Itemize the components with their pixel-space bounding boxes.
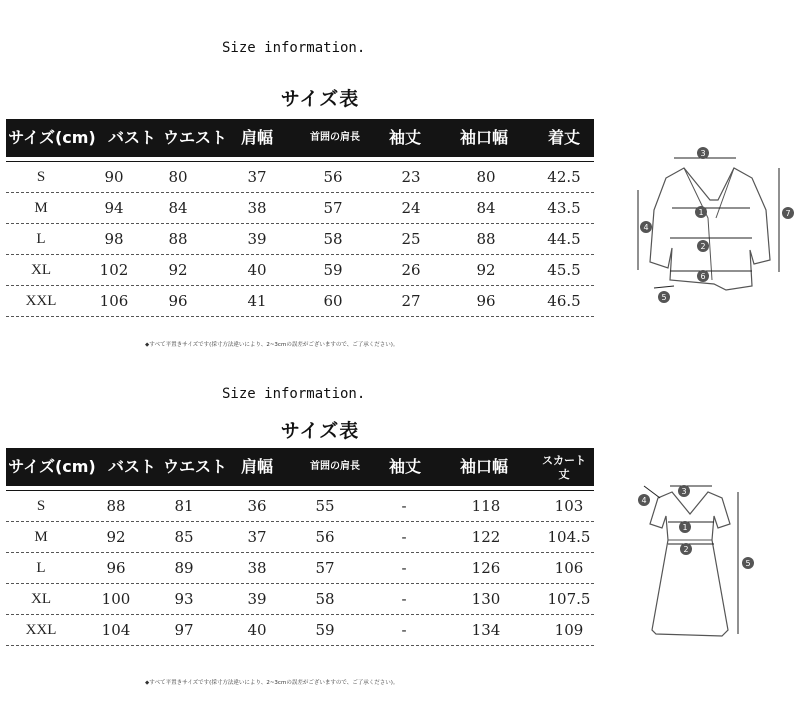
cell-neck-shoulder: 57 [315, 559, 335, 577]
cell-waist: 81 [174, 497, 194, 515]
cell-size: L [36, 560, 46, 576]
table-row [6, 255, 594, 286]
label-1: 1 [698, 208, 704, 217]
label-5: 5 [661, 293, 667, 302]
header-sleeve-length: 袖丈 [388, 128, 421, 147]
cell-size: S [36, 498, 46, 514]
size-information-heading: Size information. [222, 40, 366, 56]
cell-waist: 80 [168, 168, 188, 186]
label-5: 5 [745, 559, 751, 568]
cell-shoulder: 38 [247, 199, 267, 217]
label-3: 3 [700, 149, 706, 158]
cell-sleeve: 23 [401, 168, 421, 186]
cell-waist: 84 [168, 199, 188, 217]
cell-cuff: 88 [476, 230, 496, 248]
cell-skirt: 107.5 [547, 590, 591, 608]
header-skirt-length [534, 448, 594, 486]
cell-cuff: 122 [471, 528, 501, 546]
jacket-outline [650, 168, 770, 290]
cell-sleeve: - [401, 590, 407, 608]
cell-bust: 100 [101, 590, 131, 608]
size-table [6, 448, 594, 646]
cell-shoulder: 37 [247, 168, 267, 186]
cell-neck-shoulder: 58 [315, 590, 335, 608]
cell-sleeve: 27 [401, 292, 421, 310]
cell-sleeve: 25 [401, 230, 421, 248]
dress-outline [650, 492, 730, 636]
cell-skirt: 104.5 [547, 528, 591, 546]
cell-size: XXL [25, 622, 57, 638]
cell-shoulder: 39 [247, 230, 267, 248]
label-2: 2 [683, 545, 689, 554]
cell-sleeve: - [401, 621, 407, 639]
cell-shoulder: 40 [247, 261, 267, 279]
table-row [6, 491, 594, 522]
table-row [6, 522, 594, 553]
cell-waist: 92 [168, 261, 188, 279]
header-length: 着丈 [547, 128, 580, 147]
cell-sleeve: - [401, 528, 407, 546]
label-4: 4 [641, 496, 647, 505]
label-2: 2 [700, 242, 706, 251]
cell-waist: 89 [174, 559, 194, 577]
cell-shoulder: 37 [247, 528, 267, 546]
jacket-lapel-right [716, 168, 734, 218]
cell-size: XXL [25, 293, 57, 309]
header-shoulder: 肩幅 [240, 457, 273, 476]
cell-sleeve: 24 [401, 199, 421, 217]
cell-size: S [36, 169, 46, 185]
cell-neck-shoulder: 57 [323, 199, 343, 217]
header-sleeve-length: 袖丈 [388, 457, 421, 476]
cell-skirt: 109 [554, 621, 584, 639]
cell-sleeve: - [401, 559, 407, 577]
cell-neck-shoulder: 60 [323, 292, 343, 310]
cell-waist: 93 [174, 590, 194, 608]
table-header [6, 448, 594, 486]
measure-line-5 [654, 286, 674, 288]
label-1: 1 [682, 523, 688, 532]
cell-shoulder: 38 [247, 559, 267, 577]
cell-bust: 104 [101, 621, 131, 639]
cell-cuff: 80 [476, 168, 496, 186]
cell-bust: 94 [104, 199, 124, 217]
cell-cuff: 118 [471, 497, 501, 515]
table-row [6, 553, 594, 584]
cell-size: M [34, 529, 48, 545]
cell-shoulder: 41 [247, 292, 267, 310]
header-cuff-width: 袖口幅 [459, 128, 508, 147]
cell-neck-shoulder: 56 [323, 168, 343, 186]
size-table-title: サイズ表 [280, 88, 360, 110]
cell-waist: 85 [174, 528, 194, 546]
cell-bust: 92 [106, 528, 126, 546]
cell-waist: 97 [174, 621, 194, 639]
cell-shoulder: 36 [247, 497, 267, 515]
cell-neck-shoulder: 58 [323, 230, 343, 248]
cell-shoulder: 39 [247, 590, 267, 608]
cell-cuff: 96 [476, 292, 496, 310]
size-table-title: サイズ表 [280, 420, 360, 442]
header-neck-shoulder: 首囲の肩長 [310, 132, 360, 143]
cell-length: 46.5 [547, 292, 581, 310]
header-shoulder: 肩幅 [240, 128, 273, 147]
header-neck-shoulder: 首囲の肩長 [310, 461, 360, 472]
cell-length: 45.5 [547, 261, 581, 279]
cell-sleeve: - [401, 497, 407, 515]
jacket-measurement-diagram [626, 140, 811, 310]
cell-neck-shoulder: 56 [315, 528, 335, 546]
cell-waist: 88 [168, 230, 188, 248]
cell-shoulder: 40 [247, 621, 267, 639]
header-size: サイズ(cm) [8, 128, 96, 147]
label-7: 7 [785, 209, 791, 218]
label-4: 4 [643, 223, 649, 232]
cell-length: 43.5 [547, 199, 581, 217]
cell-skirt: 103 [554, 497, 584, 515]
table-header [6, 119, 594, 157]
header-bust: バスト [107, 457, 156, 476]
header-waist: ウエスト [162, 128, 227, 147]
cell-length: 44.5 [547, 230, 581, 248]
header-waist: ウエスト [162, 457, 227, 476]
cell-length: 42.5 [547, 168, 581, 186]
size-information-heading: Size information. [222, 386, 366, 402]
cell-bust: 106 [99, 292, 129, 310]
cell-waist: 96 [168, 292, 188, 310]
cell-neck-shoulder: 55 [315, 497, 335, 515]
table-row [6, 193, 594, 224]
table-row [6, 615, 594, 646]
label-3: 3 [681, 487, 687, 496]
header-skirt-line2: 丈 [558, 468, 570, 481]
cell-bust: 96 [106, 559, 126, 577]
measurement-note: ◆すべて平置きサイズです(採寸方法違いにより、2~3cmの誤差がございますので、ご了承ください)。 [145, 342, 399, 348]
header-size: サイズ(cm) [8, 457, 96, 476]
cell-cuff: 130 [471, 590, 501, 608]
cell-bust: 102 [99, 261, 129, 279]
label-6: 6 [700, 272, 706, 281]
cell-skirt: 106 [554, 559, 584, 577]
measurement-note: ◆すべて平置きサイズです(採寸方法違いにより、2~3cmの誤差がございますので、ご了承ください)。 [145, 680, 399, 686]
cell-cuff: 84 [476, 199, 496, 217]
cell-cuff: 134 [471, 621, 501, 639]
cell-cuff: 126 [471, 559, 501, 577]
cell-cuff: 92 [476, 261, 496, 279]
cell-size: XL [31, 262, 51, 278]
header-bust: バスト [107, 128, 156, 147]
cell-size: XL [31, 591, 51, 607]
table-row [6, 162, 594, 193]
cell-size: L [36, 231, 46, 247]
cell-bust: 90 [104, 168, 124, 186]
table-row [6, 584, 594, 615]
cell-bust: 98 [104, 230, 124, 248]
cell-sleeve: 26 [401, 261, 421, 279]
table-row [6, 224, 594, 255]
cell-bust: 88 [106, 497, 126, 515]
header-skirt-line1: スカート [542, 454, 586, 467]
cell-neck-shoulder: 59 [323, 261, 343, 279]
dress-measurement-diagram [626, 480, 811, 680]
cell-size: M [34, 200, 48, 216]
size-table [6, 119, 594, 317]
header-cuff-width: 袖口幅 [459, 457, 508, 476]
table-row [6, 286, 594, 317]
cell-neck-shoulder: 59 [315, 621, 335, 639]
